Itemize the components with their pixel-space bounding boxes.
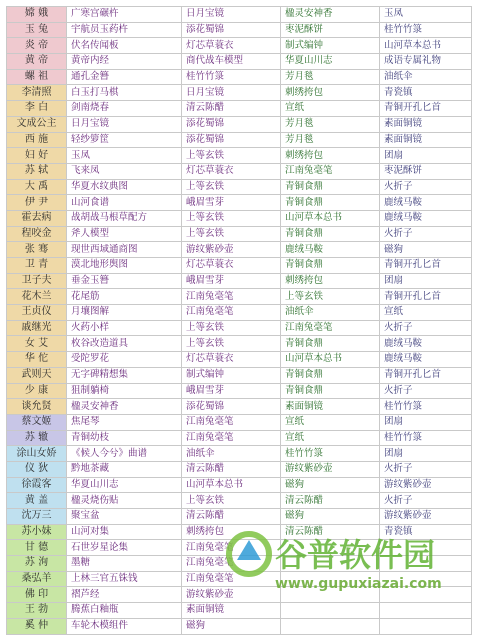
character-name: 嫦 娥 xyxy=(7,7,67,23)
table-row xyxy=(7,509,472,525)
gift-cell: 桂竹竹箓 xyxy=(380,22,472,38)
gift-cell: 江南兔毫笔 xyxy=(281,320,380,336)
gift-cell: 山河草本总书 xyxy=(281,210,380,226)
gift-cell: 鹿绒马鞍 xyxy=(380,352,472,368)
gift-cell: 车轮木模组件 xyxy=(67,618,182,634)
character-name: 武则天 xyxy=(7,367,67,383)
gift-cell: 火折子 xyxy=(380,461,472,477)
character-name: 甘 德 xyxy=(7,540,67,556)
gift-cell: 聚宝盆 xyxy=(67,509,182,525)
gift-cell: 刺绣挎包 xyxy=(281,85,380,101)
table-row xyxy=(7,493,472,509)
gift-cell: 宣纸 xyxy=(281,101,380,117)
gift-cell: 江南兔毫笔 xyxy=(182,289,281,305)
gift-cell: 磁狗 xyxy=(281,509,380,525)
table-row xyxy=(7,477,472,493)
table-row xyxy=(7,414,472,430)
table-row xyxy=(7,603,472,619)
gift-cell: 制式编钟 xyxy=(281,38,380,54)
gift-cell: 山河对集 xyxy=(67,524,182,540)
gift-cell: 火折子 xyxy=(380,179,472,195)
gift-cell: 火折子 xyxy=(380,383,472,399)
gift-cell: 添花蜀锦 xyxy=(182,399,281,415)
table-row xyxy=(7,320,472,336)
gift-cell: 黔地茶藏 xyxy=(67,461,182,477)
gift-cell: 宣纸 xyxy=(281,414,380,430)
character-name: 霍去病 xyxy=(7,210,67,226)
character-name: 花木兰 xyxy=(7,289,67,305)
gift-cell: 楹灵安神香 xyxy=(67,399,182,415)
gift-cell: 华夏山川志 xyxy=(281,54,380,70)
gift-cell: 青铜幼枝 xyxy=(67,430,182,446)
gift-cell: 褶芦经 xyxy=(67,587,182,603)
gift-cell: 油纸伞 xyxy=(182,446,281,462)
gift-cell: 磁狗 xyxy=(380,242,472,258)
table-row xyxy=(7,116,472,132)
gift-cell: 无字碑精想集 xyxy=(67,367,182,383)
character-name: 卫 青 xyxy=(7,258,67,274)
character-name: 仪 狄 xyxy=(7,461,67,477)
gift-cell: 腾蕉白釉瓶 xyxy=(67,603,182,619)
gift-cell: 上等玄铁 xyxy=(281,289,380,305)
gift-cell: 青铜开孔匕首 xyxy=(380,289,472,305)
gift-cell: 清云陈醋 xyxy=(182,101,281,117)
gift-cell: 石世岁星论集 xyxy=(67,540,182,556)
character-name: 黄 帝 xyxy=(7,54,67,70)
gift-cell: 玉凤 xyxy=(380,7,472,23)
character-name: 西 施 xyxy=(7,132,67,148)
gift-cell: 宇航员玉药杵 xyxy=(67,22,182,38)
gift-cell: 素面铜镜 xyxy=(380,116,472,132)
gift-cell: 素面铜镜 xyxy=(281,399,380,415)
gift-cell: 青铜食鼎 xyxy=(281,258,380,274)
gift-cell: 油纸伞 xyxy=(380,69,472,85)
gift-cell xyxy=(380,618,472,634)
gift-cell: 江南兔毫笔 xyxy=(182,571,281,587)
table-row xyxy=(7,618,472,634)
gift-cell: 焦尾琴 xyxy=(67,414,182,430)
gift-cell: 青铜食鼎 xyxy=(281,336,380,352)
gift-cell: 灯芯草蓑衣 xyxy=(182,38,281,54)
gift-cell: 楹灵安神香 xyxy=(281,7,380,23)
table-row xyxy=(7,461,472,477)
table-row xyxy=(7,101,472,117)
character-name: 卫子夫 xyxy=(7,273,67,289)
gift-cell: 江南兔毫笔 xyxy=(182,430,281,446)
gift-cell: 灯芯草蓑衣 xyxy=(182,258,281,274)
table-row xyxy=(7,352,472,368)
character-name: 谈允贤 xyxy=(7,399,67,415)
gift-cell: 芳月毯 xyxy=(281,132,380,148)
gift-cell: 青瓷镇 xyxy=(380,85,472,101)
table-row xyxy=(7,226,472,242)
gift-cell: 宣纸 xyxy=(380,305,472,321)
gift-cell: 战胡战马根草配方 xyxy=(67,210,182,226)
character-name: 王 勃 xyxy=(7,603,67,619)
gift-cell: 火折子 xyxy=(380,320,472,336)
gift-cell: 江南兔毫笔 xyxy=(182,305,281,321)
table-row xyxy=(7,148,472,164)
table-row xyxy=(7,289,472,305)
gift-cell: 油纸伞 xyxy=(281,305,380,321)
gift-cell: 垂金玉簪 xyxy=(67,273,182,289)
gift-cell: 枚谷改造道具 xyxy=(67,336,182,352)
watermark-logo xyxy=(223,526,473,596)
table-row xyxy=(7,38,472,54)
gift-cell: 峨眉雪芽 xyxy=(182,383,281,399)
gift-cell: 游纹紫砂壶 xyxy=(380,509,472,525)
gift-cell: 山河食谱 xyxy=(67,195,182,211)
character-name: 徐霞客 xyxy=(7,477,67,493)
gift-cell: 青铜食鼎 xyxy=(281,195,380,211)
character-name: 李 白 xyxy=(7,101,67,117)
gift-cell: 游纹紫砂壶 xyxy=(182,587,281,603)
gift-cell: 上等玄铁 xyxy=(182,336,281,352)
gift-cell: 团扇 xyxy=(380,414,472,430)
gift-cell: 刺绣挎包 xyxy=(182,524,281,540)
table-row xyxy=(7,273,472,289)
gift-cell: 灯芯草蓑衣 xyxy=(182,352,281,368)
gift-cell: 游纹紫砂壶 xyxy=(182,242,281,258)
gift-cell: 团扇 xyxy=(380,273,472,289)
character-name: 炎 帝 xyxy=(7,38,67,54)
gift-cell: 江南兔毫笔 xyxy=(182,414,281,430)
gift-cell: 鹿绒马鞍 xyxy=(281,242,380,258)
gift-cell: 广寒宫碾杵 xyxy=(67,7,182,23)
gift-cell: 桂竹竹箓 xyxy=(380,430,472,446)
gift-cell: 团扇 xyxy=(380,148,472,164)
gift-cell: 宣纸 xyxy=(281,430,380,446)
gift-cell: 桂竹竹箓 xyxy=(281,446,380,462)
character-name: 涂山女娇 xyxy=(7,446,67,462)
gift-cell: 华夏水纹典图 xyxy=(67,179,182,195)
gift-cell: 上等玄铁 xyxy=(182,210,281,226)
gift-cell: 月壤图解 xyxy=(67,305,182,321)
character-name: 苏 轼 xyxy=(7,163,67,179)
gift-cell: 上等玄铁 xyxy=(182,148,281,164)
gift-cell: 青铜食鼎 xyxy=(281,179,380,195)
table-row xyxy=(7,367,472,383)
gift-cell: 黄帝内经 xyxy=(67,54,182,70)
character-name: 程咬金 xyxy=(7,226,67,242)
table-row xyxy=(7,210,472,226)
gift-cell: 清云陈醋 xyxy=(281,524,380,540)
table-row xyxy=(7,383,472,399)
character-name: 张 骞 xyxy=(7,242,67,258)
gift-cell: 桂竹竹箓 xyxy=(380,399,472,415)
gift-cell: 华夏山川志 xyxy=(67,477,182,493)
gift-cell: 火折子 xyxy=(380,493,472,509)
table-row xyxy=(7,22,472,38)
gift-cell: 日月宝镜 xyxy=(67,116,182,132)
gift-cell: 制式编钟 xyxy=(182,367,281,383)
gift-cell: 火药小样 xyxy=(67,320,182,336)
gift-cell: 游纹紫砂壶 xyxy=(281,461,380,477)
gift-cell: 峨眉雪芽 xyxy=(182,273,281,289)
gift-cell: 峨眉雪芽 xyxy=(182,195,281,211)
gift-cell: 芳月毯 xyxy=(281,69,380,85)
table-row xyxy=(7,242,472,258)
gift-cell: 游纹紫砂壶 xyxy=(380,477,472,493)
gift-cell: 青铜开孔匕首 xyxy=(380,367,472,383)
gift-cell: 江南兔毫笔 xyxy=(182,540,281,556)
gift-cell: 青铜食鼎 xyxy=(281,226,380,242)
table-row xyxy=(7,258,472,274)
gift-cell: 江南兔毫笔 xyxy=(281,163,380,179)
gift-cell: 上等玄铁 xyxy=(182,320,281,336)
table-row xyxy=(7,54,472,70)
gift-cell: 灯芯草蓑衣 xyxy=(182,163,281,179)
gift-cell: 青铜食鼎 xyxy=(281,367,380,383)
watermark-title: 谷普软件园 xyxy=(275,536,436,574)
gift-cell: 江南兔毫笔 xyxy=(182,556,281,572)
gift-cell: 上林三官五铢钱 xyxy=(67,571,182,587)
gift-cell: 现世西域通商图 xyxy=(67,242,182,258)
character-name: 蔡文姬 xyxy=(7,414,67,430)
gift-cell: 刺绣挎包 xyxy=(281,273,380,289)
gift-cell: 上等玄铁 xyxy=(182,226,281,242)
gift-cell: 枣泥酥饼 xyxy=(380,163,472,179)
gift-cell: 山河草本总书 xyxy=(182,477,281,493)
gift-cell xyxy=(281,618,380,634)
gift-cell: 磁狗 xyxy=(182,618,281,634)
character-name: 李清照 xyxy=(7,85,67,101)
gift-cell: 枣泥酥饼 xyxy=(281,22,380,38)
gift-cell: 斧人模型 xyxy=(67,226,182,242)
gift-cell: 青瓷镇 xyxy=(380,524,472,540)
table-row xyxy=(7,69,472,85)
character-name: 苏 洵 xyxy=(7,556,67,572)
character-name: 玉 兔 xyxy=(7,22,67,38)
gift-cell: 剑南烧春 xyxy=(67,101,182,117)
table-row xyxy=(7,163,472,179)
gift-cell: 清云陈醋 xyxy=(182,461,281,477)
gift-cell: 通孔金簪 xyxy=(67,69,182,85)
gift-cell: 白玉打马棋 xyxy=(67,85,182,101)
character-name: 少 康 xyxy=(7,383,67,399)
gift-cell: 素面铜镜 xyxy=(380,132,472,148)
table-row xyxy=(7,195,472,211)
character-name: 奚 仲 xyxy=(7,618,67,634)
gift-cell: 上等玄铁 xyxy=(182,179,281,195)
character-name: 戚继光 xyxy=(7,320,67,336)
gift-cell xyxy=(380,603,472,619)
gift-cell: 青铜开孔匕首 xyxy=(380,258,472,274)
gift-cell: 墨糖 xyxy=(67,556,182,572)
table-row xyxy=(7,446,472,462)
gift-cell: 芳月毯 xyxy=(281,116,380,132)
gift-cell: 成语专属礼物 xyxy=(380,54,472,70)
gift-cell: 山河草本总书 xyxy=(281,352,380,368)
watermark-icon xyxy=(223,526,473,596)
gift-cell: 日月宝镜 xyxy=(182,85,281,101)
gift-cell: 山河草本总书 xyxy=(380,38,472,54)
gift-cell: 添花蜀锦 xyxy=(182,132,281,148)
gift-cell: 漠北地形舆图 xyxy=(67,258,182,274)
character-name: 沈万三 xyxy=(7,509,67,525)
watermark-url: www.gupuxiazai.com xyxy=(275,576,442,592)
character-name: 华 佗 xyxy=(7,352,67,368)
gift-cell: 商代战车模型 xyxy=(182,54,281,70)
character-name: 黄 盖 xyxy=(7,493,67,509)
gift-cell: 玉凤 xyxy=(67,148,182,164)
gift-cell: 青铜开孔匕首 xyxy=(380,101,472,117)
gift-cell: 鹿绒马鞍 xyxy=(380,210,472,226)
gift-cell: 轻纱箩筐 xyxy=(67,132,182,148)
gift-cell: 青铜食鼎 xyxy=(281,383,380,399)
gift-cell: 狙制躺椅 xyxy=(67,383,182,399)
character-name: 佛 印 xyxy=(7,587,67,603)
gift-cell: 《候人今兮》曲谱 xyxy=(67,446,182,462)
gift-cell: 花尾筋 xyxy=(67,289,182,305)
character-name: 螺 祖 xyxy=(7,69,67,85)
character-name: 王贞仪 xyxy=(7,305,67,321)
table-row xyxy=(7,179,472,195)
gift-cell xyxy=(281,603,380,619)
table-row xyxy=(7,132,472,148)
character-name: 女 艾 xyxy=(7,336,67,352)
character-name: 桑弘羊 xyxy=(7,571,67,587)
table-row xyxy=(7,305,472,321)
character-name: 文成公主 xyxy=(7,116,67,132)
character-name: 大 禹 xyxy=(7,179,67,195)
gift-cell: 添花蜀锦 xyxy=(182,22,281,38)
table-row xyxy=(7,336,472,352)
gift-cell: 楹灵烧伤贴 xyxy=(67,493,182,509)
gift-cell: 磁狗 xyxy=(281,477,380,493)
gift-cell: 团扇 xyxy=(380,446,472,462)
table-row xyxy=(7,430,472,446)
gift-cell: 受陀罗花 xyxy=(67,352,182,368)
table-row xyxy=(7,85,472,101)
table-row xyxy=(7,7,472,23)
gift-cell: 上等玄铁 xyxy=(182,493,281,509)
character-name: 妇 好 xyxy=(7,148,67,164)
gift-cell: 鹿绒马鞍 xyxy=(380,336,472,352)
gift-cell: 火折子 xyxy=(380,226,472,242)
gift-cell: 添花蜀锦 xyxy=(182,116,281,132)
character-name: 伊 尹 xyxy=(7,195,67,211)
gift-cell: 日月宝镜 xyxy=(182,7,281,23)
gift-cell: 清云陈醋 xyxy=(182,509,281,525)
gift-cell: 桂竹竹箓 xyxy=(182,69,281,85)
gift-cell: 素面铜镜 xyxy=(182,603,281,619)
character-name: 苏 辙 xyxy=(7,430,67,446)
gift-cell: 刺绣挎包 xyxy=(281,148,380,164)
gift-cell: 飞来凤 xyxy=(67,163,182,179)
character-name: 苏小妹 xyxy=(7,524,67,540)
gift-cell: 鹿绒马鞍 xyxy=(380,195,472,211)
gift-cell: 伏名传闻板 xyxy=(67,38,182,54)
gift-cell: 清云陈醋 xyxy=(281,493,380,509)
table-row xyxy=(7,399,472,415)
